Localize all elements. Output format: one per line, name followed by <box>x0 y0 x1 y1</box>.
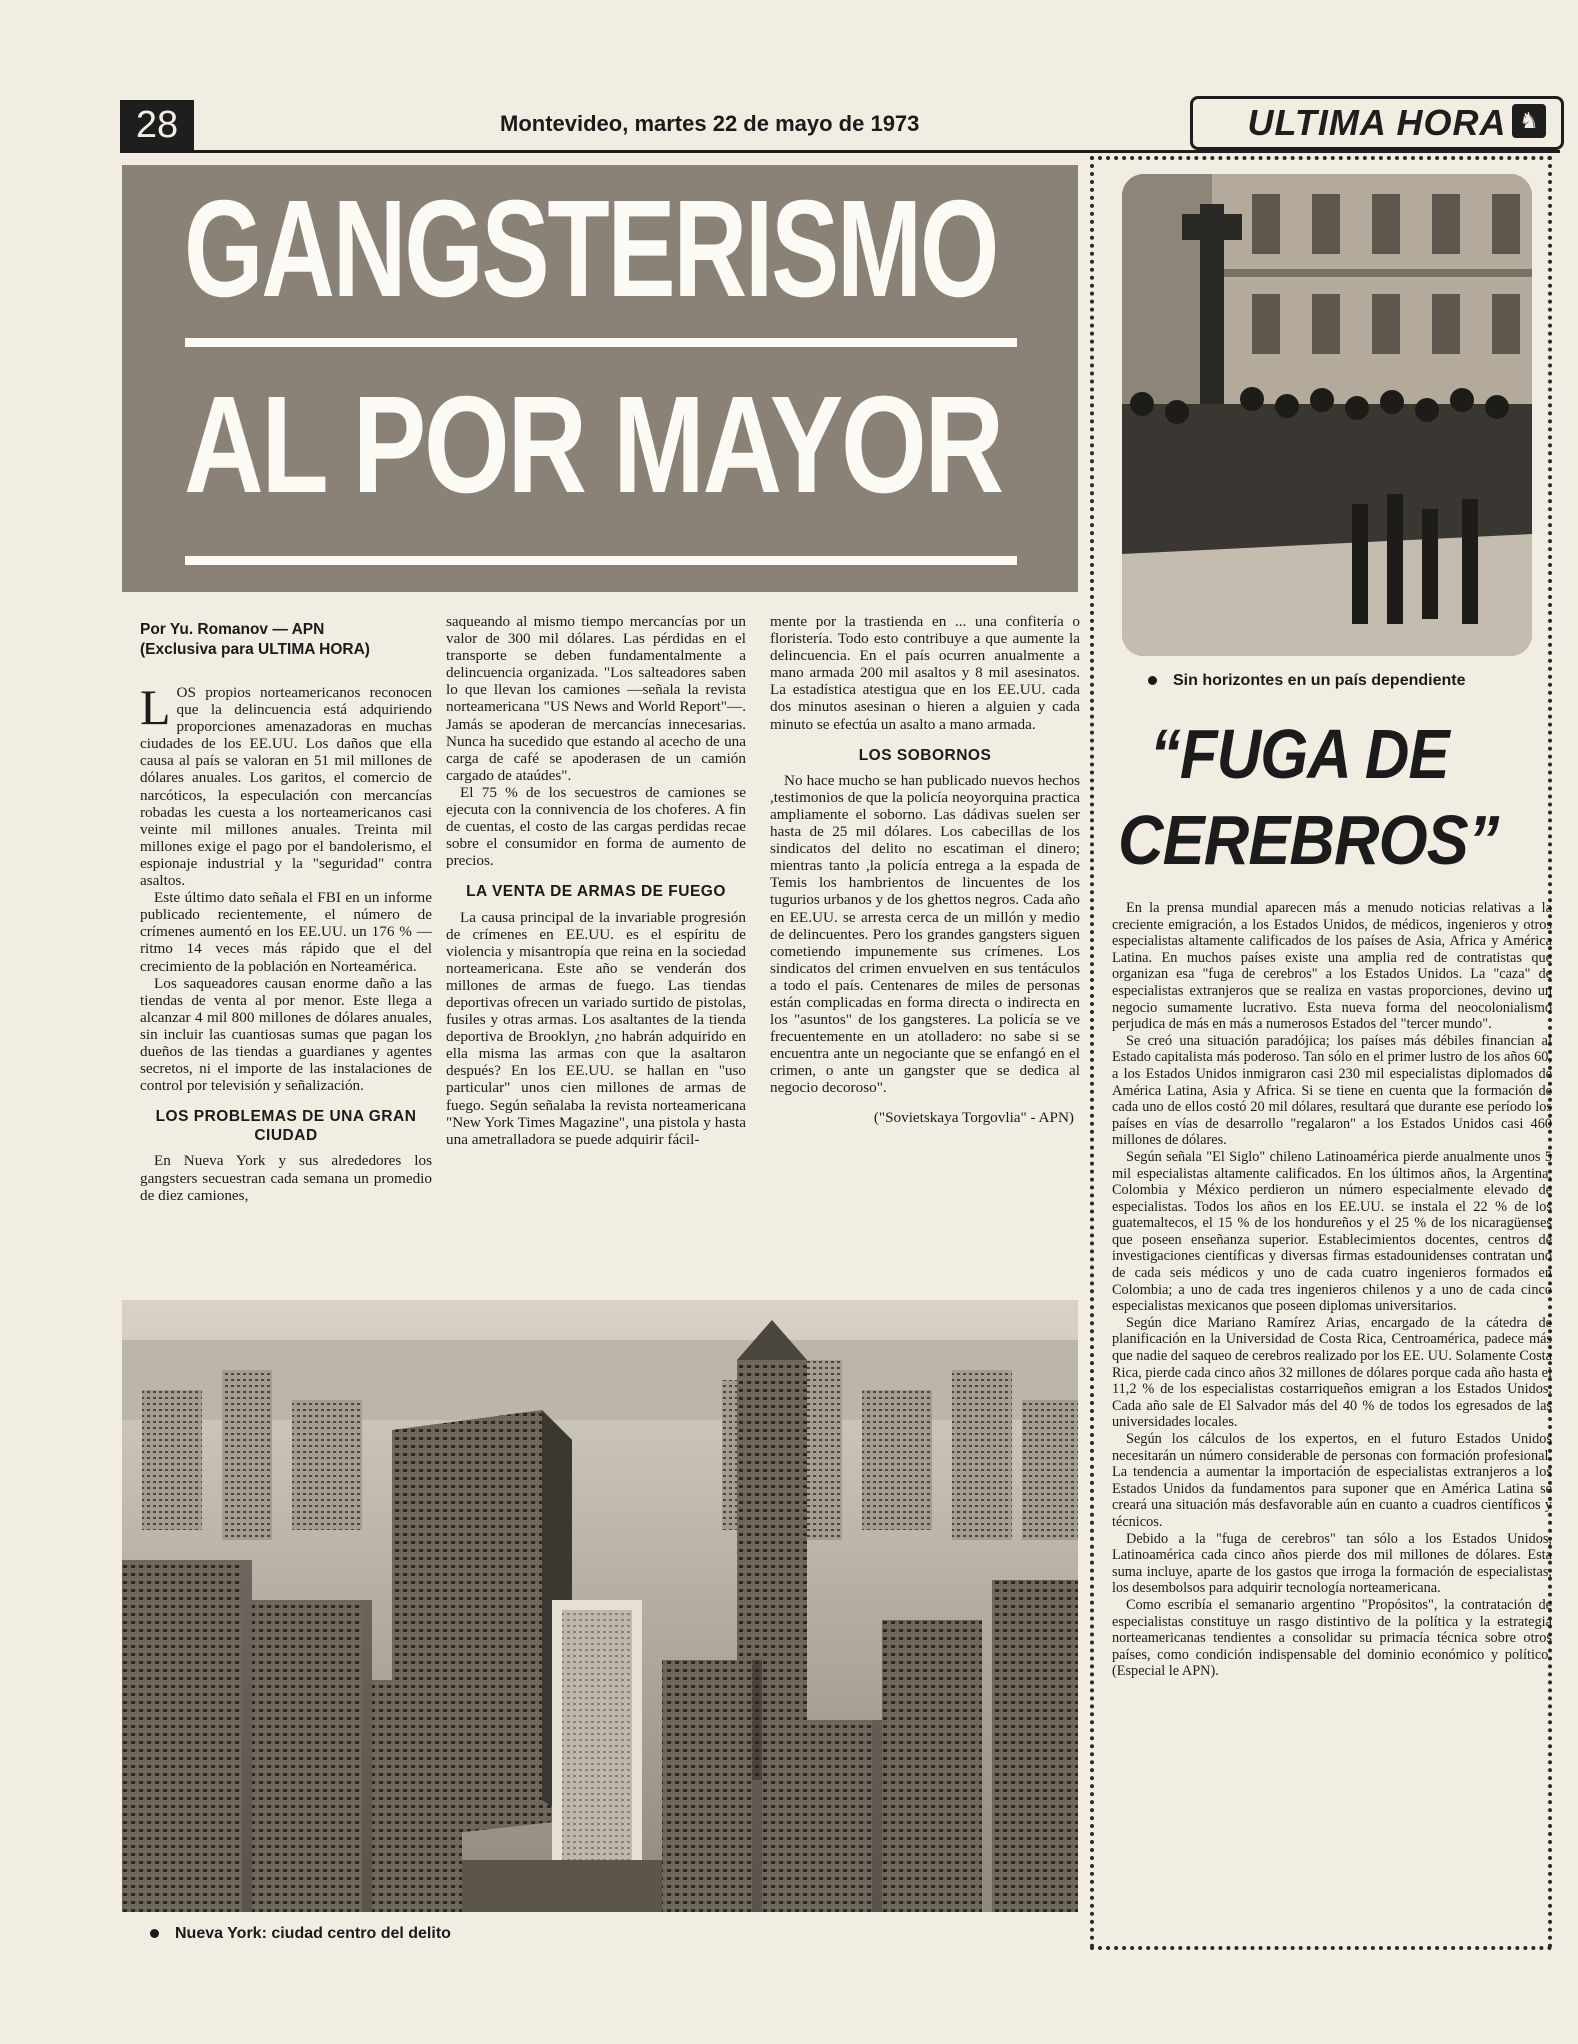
sidebar-paragraph: Debido a la "fuga de cerebros" tan sólo a los Estados Unidos, Latinoamérica cada cinco años pierde dos mil millones de dólares. Esta suma incluye, aparte de los gastos que irroga la formación de especialistas, los desembolsos para adquirir tecnología norteamericana. <box>1112 1530 1552 1597</box>
article-column-3 <box>770 613 1080 1126</box>
sidebar-title-line-2: CEREBROS” <box>1118 801 1499 879</box>
page-number: 28 <box>120 100 194 150</box>
sidebar-photo-caption: Sin horizontes en un país dependiente <box>1148 672 1465 690</box>
drop-cap: L <box>140 679 171 735</box>
headline-rule <box>185 338 1017 347</box>
newspaper-logo: ULTIMA HORA <box>1190 96 1564 150</box>
city-photo-caption: Nueva York: ciudad centro del delito <box>150 1925 451 1943</box>
sidebar-article <box>1112 900 1552 1680</box>
sidebar-paragraph: Como escribía el semanario argentino "Propósitos", la contratación de especialistas constituye un rasgo distintivo de la política y la estrategia norteamericanas tendientes a consolidar su primacía técnica sobre otros países, como condición indispensable del dominio económico y político. (Especial le APN). <box>1112 1596 1552 1680</box>
article-column-1 <box>140 679 432 1204</box>
crowd-illustration <box>1122 174 1532 656</box>
article-paragraph: No hace mucho se han publicado nuevos hechos ,testimonios de que la policía neoyorquina practica ampliamente el soborno. Las dádivas suelen ser hasta de 25 mil dólares. Los cabecillas de los sindicatos del delito no escatiman el dinero; mientras tanto ,la policía entrega a la espada de Temis los hambrientos de lincuentes de los tugurios urbanos y de los ghettos negros. Cada año en EE.UU. se arresta cerca de un millón y medio de delincuentes. Pero los grandes gangsters siguen cometiendo impunemente sus crímenes. Los sindicatos del crimen envuelven en sus tentáculos a todo el país. Centenares de miles de personas están complicadas en forma directa o indirecta en los "asuntos" de los gangsteres. La policía se ve frecuentemente en un atolladero: no sabe si se encuentra ante un negociante que se enfangó en el crimen, o ante un gangster que se dedica al negocio decoroso". <box>770 771 1080 1097</box>
article-credit: ("Sovietskaya Torgovlia" - APN) <box>873 1108 1074 1126</box>
article-paragraph: LOS propios norteamericanos reconocen que la delincuencia está adquiriendo proporciones amenazadoras en muchas ciudades de los EE.UU. Los daños que ella causa al país se valoran en 51 mil millones de dólares anuales. Los garitos, el comercio de narcóticos, la especulación con mercancías robadas les cuesta a los norteamericanos casi veinte mil millones anuales. Treinta mil millones exige el pago por el bandolerismo, el espionaje industrial y la "seguridad" contra asaltos. <box>140 679 432 890</box>
subhead-problemas: LOS PROBLEMAS DE UNA GRAN <box>155 1108 417 1126</box>
article-paragraph: El 75 % de los secuestros de camiones se ejecuta con la connivencia de los choferes. A fin de cuentas, el costo de las cargas perdidas recae sobre el consumidor en forma de aumento de precios. <box>446 783 746 870</box>
sidebar-paragraph: Según los cálculos de los expertos, en el futuro Estados Unidos necesitarán un número considerable de personas con formación profesional. La tendencia a aumentar la importación de especialistas extranjeros a los Estados Unidos da fundamentos para suponer que en América Latina se creará una situación más desfavorable aún en cuanto a cuadros científicos y técnicos. <box>1112 1431 1552 1530</box>
article-paragraph: En Nueva York y sus alrededores los gangsters secuestran cada semana un promedio de diez camiones, <box>140 1152 432 1204</box>
byline-author: Por Yu. Romanov — APN <box>140 621 325 638</box>
new-york-skyline-photo <box>122 1300 1078 1912</box>
article-paragraph: Los saqueadores causan enorme daño a las tiendas de venta al por menor. Este llega a alcanzar 4 mil 800 millones de dólares anuales, sin incluir las cuantiosas sumas que pagan los dueños de las tiendas a guardianes y agentes secretos, ni el importe de las instalaciones de control por televisión y señalización. <box>140 974 432 1095</box>
article-paragraph: mente por la trastienda en ... una confitería o floristería. Todo esto contribuye a que aumente la delincuencia. En el país ocurren anualmente a mano armada 200 mil asaltos y 8 mil asesinatos. La estadística atestigua que en los EE.UU. cada dos minutos asesinan o hieren a alguien y cada minuto se efectúa un asalto a mano armada. <box>770 613 1080 733</box>
bullet-icon <box>1148 676 1157 685</box>
horse-rider-icon: ♞ <box>1512 104 1546 138</box>
sidebar-paragraph: Según señala "El Siglo" chileno Latinoamérica pierde anualmente unos 5 mil especialistas altamente calificados. En los últimos años, la Argentina, Colombia y México perdieron un número especialmente elevado de especialistas. Todos los años en los EE.UU. se instala el 22 % de los guatemaltecos, el 15 % de los hondureños y el 25 % de los nicaragüenses que poseen enseñanza superior. Establecimientos docentes, centros de investigaciones científicas y diversas firmas estadounidenses contratan uno de cada seis médicos y uno de cada cuatro ingenieros formados en Colombia; a uno de cada tres ingenieros chilenos y a uno de cada cinco especialistas mexicanos que poseen diplomas universitarios. <box>1112 1148 1552 1315</box>
headline-line-2: AL POR MAYOR <box>184 368 1002 522</box>
headline-line-1: GANGSTERISMO <box>184 172 998 326</box>
header-rule <box>120 150 1560 153</box>
article-column-2 <box>446 613 746 1148</box>
crowd-photo <box>1122 174 1532 656</box>
subhead-armas: LA VENTA DE ARMAS DE FUEGO <box>466 883 726 901</box>
sidebar-paragraph: Se creó una situación paradójica; los países más débiles financian al Estado capitalista más poderoso. Tan sólo en el primer lustro de los años 60, a los Estados Unidos inmigraron casi 230 mil especialistas diplomados de América Latina, Asia y Africa. Si se tiene en cuenta que la formación de cada uno de ellos costó 20 mil dólares, resultará que durante ese período los países en vías de desarrollo "regalaron" a los Estados Unidos casi 460 millones de dólares. <box>1112 1032 1552 1149</box>
subhead-ciudad: CIUDAD <box>254 1127 318 1145</box>
headline-rule <box>185 556 1017 565</box>
article-paragraph: La causa principal de la invariable progresión de crímenes en EE.UU. es el espíritu de violencia y misantropía que reina en la sociedad norteamericana. Este año se venderán dos millones de armas de fuego. Las tiendas deportivas ofrecen un variado surtido de pistolas, fusiles y otras armas. Los asaltantes de la tienda deportiva de Brooklyn, ¿no habrán adquirido en ella misma las armas con que la asaltaron después? En los EE.UU. se hallan en "uso particular" unos cien millones de armas de fuego. Según señalaba la revista norteamericana "New York Times Magazine", una pistola y hasta una ametralladora se puede adquirir fácil- <box>446 908 746 1148</box>
bullet-icon <box>150 1929 159 1938</box>
dateline: Montevideo, martes 22 de mayo de 1973 <box>500 111 920 136</box>
sidebar-paragraph: En la prensa mundial aparecen más a menudo noticias relativas a la creciente emigración, a los Estados Unidos, de médicos, ingenieros y otros especialistas altamente calificados de los países de Asia, Africa y América Latina. En muchos países existe una amplia red de contratistas que organizan esa "fuga de cerebros" a los Estados Unidos. La "caza" de especialistas extranjeros que se realiza en vastas proporciones, devino un negocio sumamente lucrativo. Esta nueva forma del neocolonialismo perjudica de más en más a numerosos Estados del "tercer mundo". <box>1112 900 1552 1033</box>
article-paragraph: Este último dato señala el FBI en un informe publicado recientemente, el número de crímenes aumentó en los EE.UU. un 176 % —ritmo 14 veces más rápido que el del crecimiento de la población en Norteamérica. <box>140 889 432 975</box>
byline-exclusive: (Exclusiva para ULTIMA HORA) <box>140 641 370 658</box>
subhead-sobornos: LOS SOBORNOS <box>858 746 992 764</box>
skyline-illustration <box>122 1300 1078 1912</box>
byline <box>140 620 430 660</box>
sidebar-title-line-1: “FUGA DE <box>1150 715 1449 793</box>
sidebar-paragraph: Según dice Mariano Ramírez Arias, encargado de la cátedra de planificación en la Universidad de Costa Rica, Centroamérica, padece más que nadie del saqueo de cerebros realizado por los EE. UU. Solamente Costa Rica, pierde cada cinco años 32 millones de dólares porque cada año hasta el 11,2 % de los especialistas costarriqueños emigran a los Estados Unidos. Cada año sale de El Salvador más del 40 % de todos los egresados de las universidades locales. <box>1112 1314 1552 1431</box>
article-paragraph: saqueando al mismo tiempo mercancías por un valor de 300 mil dólares. Las pérdidas en el transporte se deben fundamentalmente a delincuencia organizada. "Los salteadores saben lo que llevan los camiones —señala la revista norteamericana "US News and World Report"—. Jamás se apoderan de mercancías innecesarias. Nunca ha sucedido que estando al acecho de una carga de café se apoderasen de un camión cargado de ataúdes". <box>446 613 746 784</box>
